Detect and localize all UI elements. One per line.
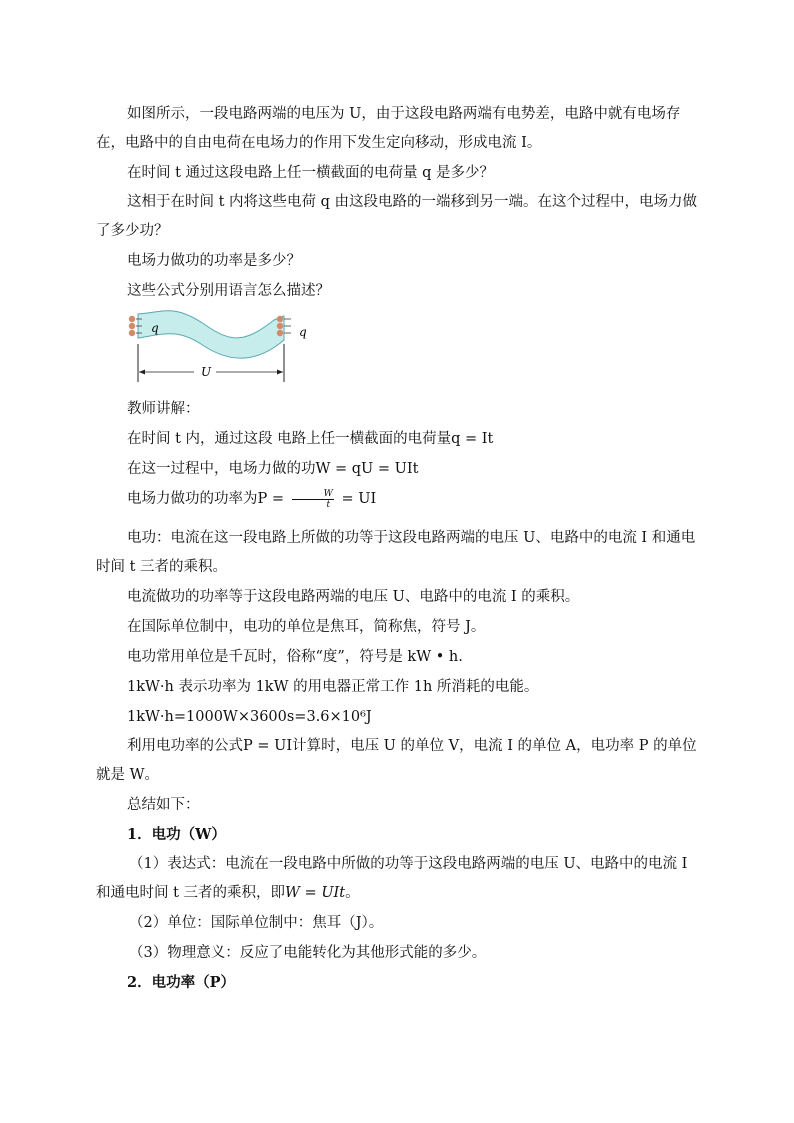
circuit-diagram <box>124 310 324 386</box>
expression-formula: W = UIt <box>285 885 346 901</box>
lecture-line-work: 在这一过程中，电场力做的功W = qU = UIt <box>127 461 419 477</box>
expression-text: （1）表达式：电流在一段电路中所做的功等于这段电路两端的电压 U、电路中的电流 I 和通电时间 t 三者的乘积，即 <box>96 856 688 901</box>
power-formula-units: 利用电功率的公式P = UI计算时，电压 U 的单位 V，电流 I 的单位 A，电功率 P 的单位就是 W。 <box>96 738 697 783</box>
question-power: 电场力做功的功率是多少？ <box>127 253 301 269</box>
summary-heading-work: 1．电功（W） <box>127 826 226 843</box>
kwh-conversion: 1kW·h=1000W×3600s=3.6×10⁶J <box>127 709 372 725</box>
fraction-numerator: W <box>292 489 334 500</box>
unit-joule: 在国际单位制中，电功的单位是焦耳，简称焦，符号 J。 <box>127 619 486 635</box>
power-fraction <box>292 489 334 510</box>
kwh-meaning: 1kW·h 表示功率为 1kW 的用电器正常工作 1h 所消耗的电能。 <box>127 679 539 695</box>
electric-work-definition: 电功：电流在这一段电路上所做的功等于这段电路两端的电压 U、电路中的电流 I 和通电时间 t 三者的乘积。 <box>96 530 696 575</box>
question-describe: 这些公式分别用语言怎么描述？ <box>127 283 330 299</box>
power-prefix: 电场力做功的功率为P = <box>127 491 289 507</box>
intro-paragraph: 如图所示，一段电路两端的电压为 U，由于这段电路两端有电势差，电路中就有电场存在，电路中的自由电荷在电场力的作用下发生定向移动，形成电流 I。 <box>96 106 681 151</box>
summary-intro: 总结如下： <box>127 797 200 813</box>
document-page <box>96 100 700 998</box>
spacer <box>96 514 700 524</box>
left-charges <box>129 316 142 336</box>
lecture-heading: 教师讲解： <box>127 401 200 417</box>
power-suffix: = UI <box>336 491 377 507</box>
electric-power-definition: 电流做功的功率等于这段电路两端的电压 U、电路中的电流 I 的乘积。 <box>127 589 580 605</box>
circuit-figure <box>96 310 700 388</box>
fraction-denominator: t <box>326 499 331 510</box>
summary-expression <box>96 850 700 908</box>
question-charge: 在时间 t 通过这段电路上任一横截面的电荷量 q 是多少？ <box>127 165 495 181</box>
charge-label-right: q <box>299 325 307 339</box>
wire-segment <box>138 311 284 358</box>
summary-unit: （2）单位：国际单位制中：焦耳（J）。 <box>129 915 384 931</box>
question-work: 这相于在时间 t 内将这些电荷 q 由这段电路的一端移到另一端。在这个过程中，电场力做了多少功？ <box>96 194 698 239</box>
summary-meaning: （3）物理意义：反应了电能转化为其他形式能的多少。 <box>129 945 487 961</box>
lecture-line-power <box>96 484 700 514</box>
expression-end: 。 <box>345 885 360 901</box>
summary-heading-power: 2．电功率（P） <box>127 974 235 991</box>
charge-label-left: q <box>151 321 159 335</box>
lecture-line-charge: 在时间 t 内，通过这段 电路上任一横截面的电荷量q = It <box>127 431 494 447</box>
unit-kwh: 电功常用单位是千瓦时，俗称“度”，符号是 kW • h. <box>127 649 463 665</box>
voltage-label: U <box>201 365 212 379</box>
